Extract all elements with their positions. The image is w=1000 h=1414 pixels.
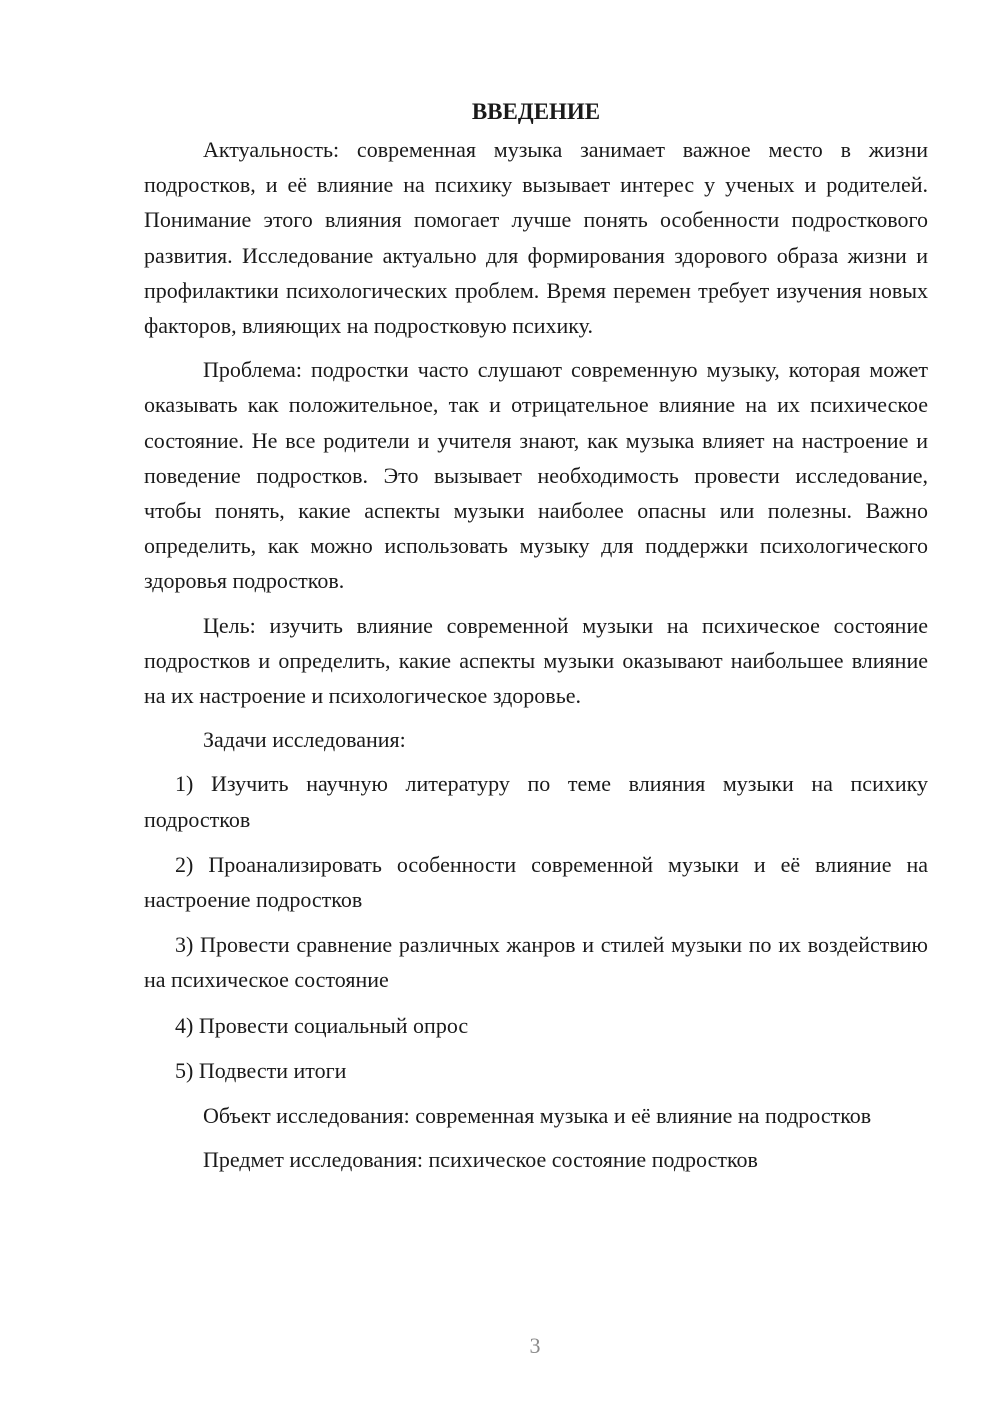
page-title: ВВЕДЕНИЕ xyxy=(471,99,601,124)
problem-paragraph: Проблема: подростки часто слушают современную музыку, которая может оказывать как положительное, так и отрицательное влияние на их психическое состояние. Не все родители и учителя знают, как музыка влияет на настроение и поведение подростков. Это вызывает необходимость провести исследование, чтобы понять, какие аспекты музыки наиболее опасны или полезны. Важно определить, как можно использовать музыку для поддержки психологического здоровья подростков. xyxy=(144,357,928,594)
subject-paragraph: Предмет исследования: психическое состояние подростков xyxy=(203,1147,758,1173)
tasks-heading: Задачи исследования: xyxy=(203,727,406,753)
list-item: 5) Подвести итоги xyxy=(175,1057,347,1083)
tasks-list xyxy=(144,766,928,1088)
relevance-paragraph: Актуальность: современная музыка занимает важное место в жизни подростков, и её влияние на психику вызывает интерес у ученых и родителей. Понимание этого влияния помогает лучше понять особенности подросткового развития. Исследование актуально для формирования здорового образа жизни и профилактики психологических проблем. Время перемен требует изучения новых факторов, влияющих на подростковую психику. xyxy=(144,137,928,339)
document-page xyxy=(144,96,928,1186)
list-item: 2) Проанализировать особенности современной музыки и её влияние на настроение подростков xyxy=(144,851,928,913)
list-item: 1) Изучить научную литературу по теме влияния музыки на психику подростков xyxy=(144,771,928,832)
object-paragraph: Объект исследования: современная музыка и её влияние на подростков xyxy=(203,1103,872,1129)
list-item: 4) Провести социальный опрос xyxy=(175,1012,469,1038)
list-item: 3) Провести сравнение различных жанров и стилей музыки по их воздействию на психическое состояние xyxy=(144,932,928,993)
page-number: 3 xyxy=(529,1333,541,1358)
goal-paragraph: Цель: изучить влияние современной музыки на психическое состояние подростков и определить, какие аспекты музыки оказывают наибольшее влияние на их настроение и психологическое здоровье. xyxy=(144,612,928,709)
